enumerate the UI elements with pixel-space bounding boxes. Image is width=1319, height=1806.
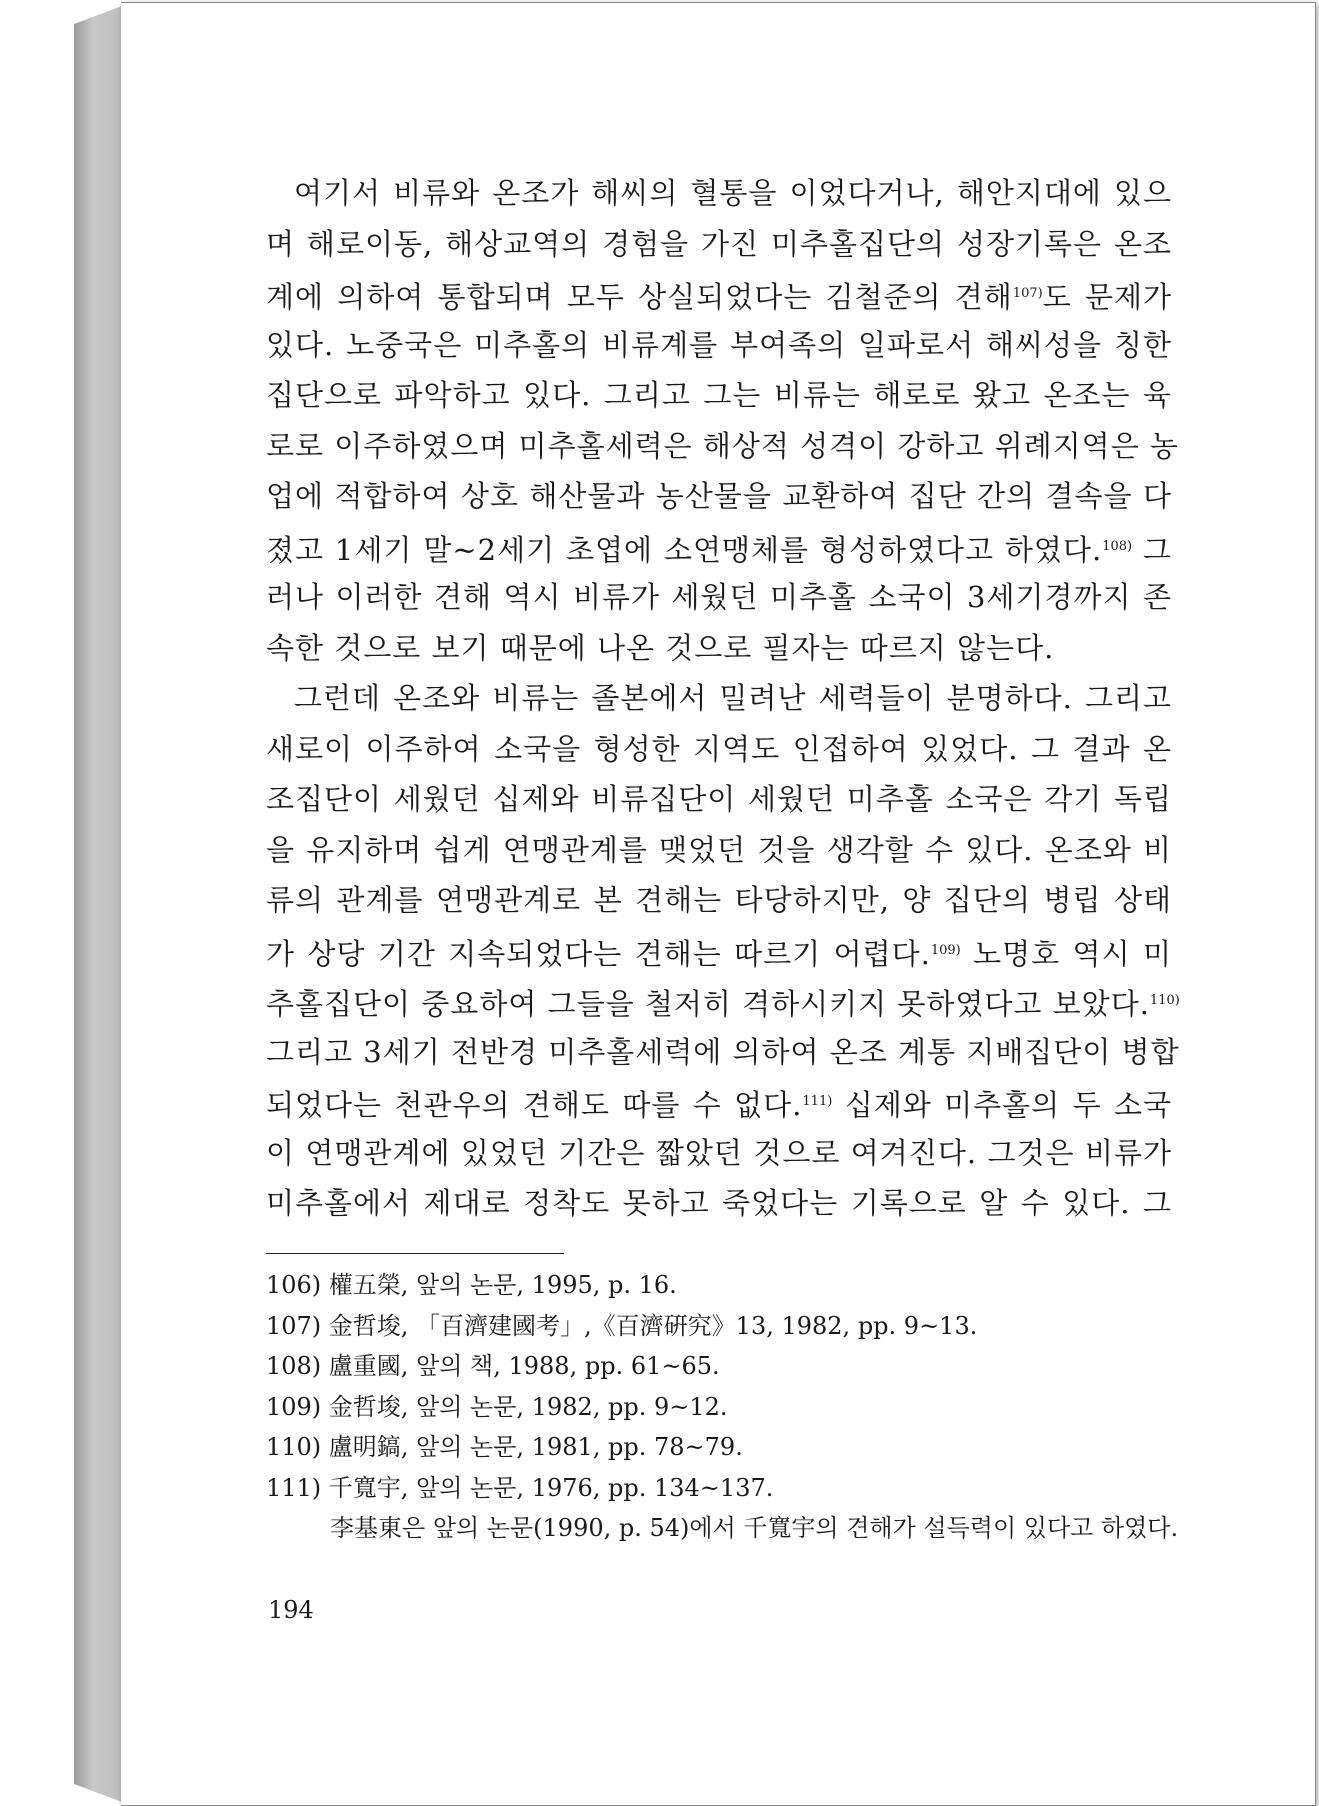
text-line: 류의 관계를 연맹관계로 본 견해는 타당하지만, 양 집단의 병립 상태 (266, 883, 1172, 917)
text-line: 로로 이주하였으며 미추홀세력은 해상적 성격이 강하고 위례지역은 농 (266, 428, 1179, 463)
footnotes (266, 1265, 1179, 1549)
text-line: 있다. 노중국은 미추홀의 비류계를 부여족의 일파로서 해씨성을 칭한 (266, 327, 1172, 362)
text-line: 러나 이러한 견해 역시 비류가 세웠던 미추홀 소국이 3세기경까지 존 (266, 580, 1172, 614)
footnote-ref: 109) (930, 942, 961, 958)
footnote: 107) 金哲埈, 「百濟建國考」,《百濟硏究》13, 1982, pp. 9~13. (266, 1311, 978, 1340)
text-line: 조집단이 세웠던 십제와 비류집단이 세웠던 미추홀 소국은 각기 독립 (266, 782, 1172, 816)
footnote-ref: 111) (802, 1094, 833, 1109)
footnote-ref: 107) (1012, 286, 1043, 301)
text-line: 여기서 비류와 온조가 해씨의 혈통을 이었다거나, 해안지대에 있으 (294, 176, 1172, 210)
book-spine-edge (74, 6, 122, 1802)
main-text (266, 168, 1180, 1229)
footnote: 110) 盧明鎬, 앞의 논문, 1981, pp. 78~79. (266, 1433, 743, 1461)
text-line: 되었다는 천관우의 견해도 따를 수 없다.$^{111)}$ 십제와 미추홀의 두 소국 (266, 1088, 1172, 1122)
footnote: 106) 權五榮, 앞의 논문, 1995, p. 16. (266, 1271, 677, 1299)
footnote-ref: 108) (1102, 538, 1133, 554)
text-line: 추홀집단이 중요하여 그들을 철저히 격하시키지 못하였다고 보았다.$^{110)}$ (266, 987, 1180, 1021)
footnote: 108) 盧重國, 앞의 책, 1988, pp. 61~65. (266, 1352, 720, 1380)
page-number: 194 (268, 1596, 314, 1624)
text-line: 속한 것으로 보기 때문에 나온 것으로 필자는 따르지 않는다. (266, 630, 1055, 665)
text-line: 업에 적합하여 상호 해산물과 농산물을 교환하여 집단 간의 결속을 다 (266, 479, 1172, 513)
text-line: 이 연맹관계에 있었던 기간은 짧았던 것으로 여겨진다. 그것은 비류가 (266, 1135, 1172, 1170)
text-line: 가 상당 기간 지속되었다는 견해는 따르기 어렵다.$^{109)}$ 노명호 역시 미 (266, 936, 1172, 971)
text-line: 졌고 1세기 말~2세기 초엽에 소연맹체를 형성하였다고 하였다.$^{108)}$ 그 (266, 532, 1172, 567)
text-line: 새로이 이주하여 소국을 형성한 지역도 인접하여 있었다. 그 결과 온 (266, 731, 1172, 766)
footnote-divider (266, 1253, 564, 1254)
text-line: 집단으로 파악하고 있다. 그리고 그는 비류는 해로로 왔고 온조는 육 (266, 378, 1172, 412)
text-line: 며 해로이동, 해상교역의 경험을 가진 미추홀집단의 성장기록은 온조 (266, 226, 1172, 261)
footnote-continuation: 李基東은 앞의 논문(1990, p. 54)에서 千寬宇의 견해가 설득력이 있다고 하였다. (330, 1514, 1179, 1542)
footnote-ref: 110) (1149, 993, 1180, 1008)
footnote: 111) 千寬宇, 앞의 논문, 1976, pp. 134~137. (266, 1473, 774, 1502)
text-line: 그리고 3세기 전반경 미추홀세력에 의하여 온조 계통 지배집단이 병합 (266, 1034, 1180, 1069)
text-line: 을 유지하며 쉽게 연맹관계를 맺었던 것을 생각할 수 있다. 온조와 비 (266, 832, 1172, 867)
text-line: 미추홀에서 제대로 정착도 못하고 죽었다는 기록으로 알 수 있다. 그 (266, 1186, 1172, 1220)
text-line: 그런데 온조와 비류는 졸본에서 밀려난 세력들이 분명하다. 그리고 (294, 681, 1172, 715)
text-line: 계에 의하여 통합되며 모두 상실되었다는 김철준의 견해$^{107)}$도 문제가 (266, 280, 1172, 314)
footnote: 109) 金哲埈, 앞의 논문, 1982, pp. 9~12. (266, 1392, 728, 1421)
